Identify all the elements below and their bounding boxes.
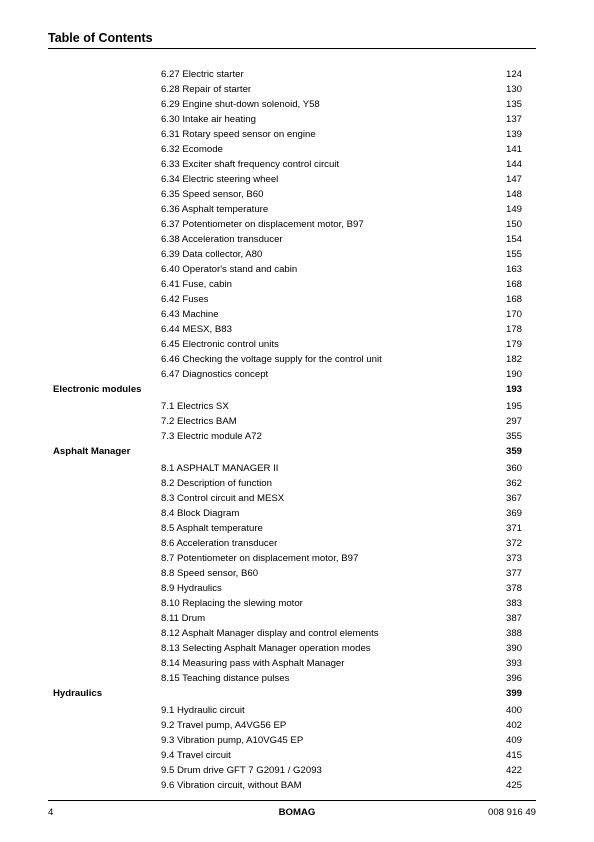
toc-page-number: 383 — [505, 598, 522, 609]
toc-page-number: 147 — [505, 174, 522, 185]
toc-entry-row[interactable] — [0, 172, 594, 187]
toc-entry-title: 8.10 Replacing the slewing motor — [161, 598, 303, 609]
toc-page-number: 179 — [505, 339, 522, 350]
toc-entry-title: 6.45 Electronic control units — [161, 339, 279, 350]
toc-page-number: 297 — [505, 416, 522, 427]
toc-page-number: 195 — [505, 401, 522, 412]
toc-entry-row[interactable] — [0, 367, 594, 382]
toc-page-number: 144 — [505, 159, 522, 170]
page-title: Table of Contents — [48, 31, 153, 45]
toc-entry-row[interactable] — [0, 536, 594, 551]
toc-entry-row[interactable] — [0, 521, 594, 536]
toc-entry-title: 8.13 Selecting Asphalt Manager operation modes — [161, 643, 371, 654]
toc-page-number: 400 — [505, 705, 522, 716]
toc-entry-row[interactable] — [0, 506, 594, 521]
toc-entry-row[interactable] — [0, 551, 594, 566]
toc-entry-row[interactable] — [0, 127, 594, 142]
toc-entry-row[interactable] — [0, 778, 594, 793]
toc-entry-title: 8.4 Block Diagram — [161, 508, 240, 519]
toc-entry-row[interactable] — [0, 277, 594, 292]
toc-entry-title: 6.46 Checking the voltage supply for the control unit — [161, 354, 382, 365]
toc-entry-title: 8.9 Hydraulics — [161, 583, 222, 594]
footer-rule — [48, 800, 536, 801]
toc-page-number: 388 — [505, 628, 522, 639]
toc-page-number: 149 — [505, 204, 522, 215]
toc-entry-title: 8.3 Control circuit and MESX — [161, 493, 285, 504]
toc-entry-row[interactable] — [0, 112, 594, 127]
toc-entry-title: 8.14 Measuring pass with Asphalt Manager — [161, 658, 345, 669]
toc-page-number: 360 — [505, 463, 522, 474]
toc-page-number: 148 — [505, 189, 522, 200]
toc-entry-title: 9.5 Drum drive GFT 7 G2091 / G2093 — [161, 765, 322, 776]
toc-entry-row[interactable] — [0, 142, 594, 157]
toc-page-number: 139 — [505, 129, 522, 140]
toc-page-number: 362 — [505, 478, 522, 489]
toc-entry-row[interactable] — [0, 763, 594, 778]
toc-entry-row[interactable] — [0, 733, 594, 748]
toc-entry-title: 6.28 Repair of starter — [161, 84, 252, 95]
toc-entry-row[interactable] — [0, 596, 594, 611]
toc-entry-row[interactable] — [0, 566, 594, 581]
toc-page-number: 168 — [505, 294, 522, 305]
toc-page-number: 422 — [505, 765, 522, 776]
toc-entry-row[interactable] — [0, 202, 594, 217]
toc-page-number: 371 — [505, 523, 522, 534]
toc-entry-title: 6.39 Data collector, A80 — [161, 249, 263, 260]
toc-entry-row[interactable] — [0, 581, 594, 596]
toc-entry-title: 6.36 Asphalt temperature — [161, 204, 269, 215]
toc-entry-title: 7.3 Electric module A72 — [161, 431, 262, 442]
toc-page-number: 163 — [505, 264, 522, 275]
toc-entry-row[interactable] — [0, 718, 594, 733]
toc-entry-row[interactable] — [0, 626, 594, 641]
toc-chapter-title: Hydraulics — [53, 688, 103, 699]
toc-page-number: 355 — [505, 431, 522, 442]
toc-entry-title: 8.15 Teaching distance pulses — [161, 673, 290, 684]
toc-page-number: 393 — [505, 658, 522, 669]
toc-entry-title: 6.29 Engine shut-down solenoid, Y58 — [161, 99, 320, 110]
toc-page-number: 373 — [505, 553, 522, 564]
toc-entry-row[interactable] — [0, 656, 594, 671]
toc-page-number: 409 — [505, 735, 522, 746]
toc-entry-title: 8.11 Drum — [161, 613, 206, 624]
toc-entry-row[interactable] — [0, 476, 594, 491]
toc-page-number: 135 — [505, 99, 522, 110]
toc-entry-title: 6.31 Rotary speed sensor on engine — [161, 129, 316, 140]
toc-entry-row[interactable] — [0, 232, 594, 247]
toc-page-number: 399 — [505, 688, 522, 699]
toc-page-number: 168 — [505, 279, 522, 290]
toc-entry-row[interactable] — [0, 461, 594, 476]
toc-entry-title: 7.2 Electrics BAM — [161, 416, 237, 427]
toc-entry-title: 6.30 Intake air heating — [161, 114, 256, 125]
toc-entry-row[interactable] — [0, 671, 594, 686]
toc-entry-title: 8.8 Speed sensor, B60 — [161, 568, 259, 579]
footer-doc-number: 008 916 49 — [487, 807, 536, 818]
toc-page-number: 178 — [505, 324, 522, 335]
toc-entry-title: 6.43 Machine — [161, 309, 219, 320]
toc-entry-title: 8.2 Description of function — [161, 478, 272, 489]
toc-entry-row[interactable] — [0, 97, 594, 112]
toc-entry-title: 6.32 Ecomode — [161, 144, 223, 155]
footer-page-number: 4 — [48, 807, 54, 818]
toc-entry-title: 6.47 Diagnostics concept — [161, 369, 269, 380]
toc-page-number: 359 — [505, 446, 522, 457]
toc-entry-title: 8.7 Potentiometer on displacement motor, B97 — [161, 553, 359, 564]
toc-page-number: 390 — [505, 643, 522, 654]
toc-page-number: 155 — [505, 249, 522, 260]
toc-entry-title: 6.34 Electric steering wheel — [161, 174, 279, 185]
toc-entry-row[interactable] — [0, 429, 594, 444]
toc-chapter-row[interactable] — [0, 382, 594, 398]
toc-entry-title: 6.37 Potentiometer on displacement motor, B97 — [161, 219, 364, 230]
toc-page-number: 377 — [505, 568, 522, 579]
toc-entry-row[interactable] — [0, 217, 594, 232]
toc-chapter-title: Asphalt Manager — [53, 446, 131, 457]
toc-entry-title: 9.3 Vibration pump, A10VG45 EP — [161, 735, 304, 746]
toc-entry-title: 9.1 Hydraulic circuit — [161, 705, 245, 716]
toc-entry-row[interactable] — [0, 748, 594, 763]
toc-page-number: 130 — [505, 84, 522, 95]
toc-entry-title: 9.2 Travel pump, A4VG56 EP — [161, 720, 287, 731]
table-of-contents — [0, 67, 594, 793]
toc-entry-title: 8.1 ASPHALT MANAGER II — [161, 463, 279, 474]
toc-page-number: 387 — [505, 613, 522, 624]
toc-page-number: 150 — [505, 219, 522, 230]
toc-page-number: 170 — [505, 309, 522, 320]
toc-entry-row[interactable] — [0, 352, 594, 367]
toc-entry-title: 8.12 Asphalt Manager display and control elements — [161, 628, 379, 639]
toc-page-number: 367 — [505, 493, 522, 504]
toc-page-number: 190 — [505, 369, 522, 380]
toc-chapter-title: Electronic modules — [53, 384, 142, 395]
toc-page-number: 415 — [505, 750, 522, 761]
toc-page-number: 137 — [505, 114, 522, 125]
toc-page-number: 378 — [505, 583, 522, 594]
toc-entry-title: 7.1 Electrics SX — [161, 401, 229, 412]
toc-entry-row[interactable] — [0, 157, 594, 172]
toc-chapter-row[interactable] — [0, 444, 594, 460]
toc-entry-title: 8.6 Acceleration transducer — [161, 538, 278, 549]
toc-entry-title: 6.44 MESX, B83 — [161, 324, 232, 335]
toc-entry-row[interactable] — [0, 322, 594, 337]
toc-entry-row[interactable] — [0, 641, 594, 656]
toc-page-number: 369 — [505, 508, 522, 519]
toc-entry-row[interactable] — [0, 187, 594, 202]
toc-entry-title: 6.42 Fuses — [161, 294, 209, 305]
toc-entry-title: 6.27 Electric starter — [161, 69, 244, 80]
toc-entry-title: 8.5 Asphalt temperature — [161, 523, 263, 534]
toc-entry-title: 9.4 Travel circuit — [161, 750, 231, 761]
toc-entry-title: 6.40 Operator's stand and cabin — [161, 264, 298, 275]
toc-entry-row[interactable] — [0, 292, 594, 307]
toc-page-number: 154 — [505, 234, 522, 245]
toc-page-number: 372 — [505, 538, 522, 549]
toc-entry-row[interactable] — [0, 67, 594, 82]
toc-page-number: 396 — [505, 673, 522, 684]
toc-page-number: 182 — [505, 354, 522, 365]
toc-page-number: 124 — [505, 69, 522, 80]
toc-entry-row[interactable] — [0, 703, 594, 718]
toc-chapter-row[interactable] — [0, 686, 594, 702]
toc-entry-row[interactable] — [0, 247, 594, 262]
toc-page-number: 141 — [505, 144, 522, 155]
toc-entry-row[interactable] — [0, 611, 594, 626]
toc-entry-row[interactable] — [0, 399, 594, 414]
footer-brand: BOMAG — [278, 807, 316, 818]
toc-entry-row[interactable] — [0, 414, 594, 429]
toc-entry-title: 9.6 Vibration circuit, without BAM — [161, 780, 302, 791]
toc-entry-title: 6.38 Acceleration transducer — [161, 234, 283, 245]
toc-entry-row[interactable] — [0, 491, 594, 506]
toc-entry-row[interactable] — [0, 82, 594, 97]
toc-page-number: 425 — [505, 780, 522, 791]
toc-entry-row[interactable] — [0, 337, 594, 352]
toc-entry-title: 6.41 Fuse, cabin — [161, 279, 232, 290]
toc-entry-title: 6.35 Speed sensor, B60 — [161, 189, 264, 200]
toc-entry-row[interactable] — [0, 262, 594, 277]
header-rule — [48, 48, 536, 49]
toc-entry-title: 6.33 Exciter shaft frequency control circuit — [161, 159, 340, 170]
toc-page-number: 402 — [505, 720, 522, 731]
toc-page-number: 193 — [505, 384, 522, 395]
toc-entry-row[interactable] — [0, 307, 594, 322]
